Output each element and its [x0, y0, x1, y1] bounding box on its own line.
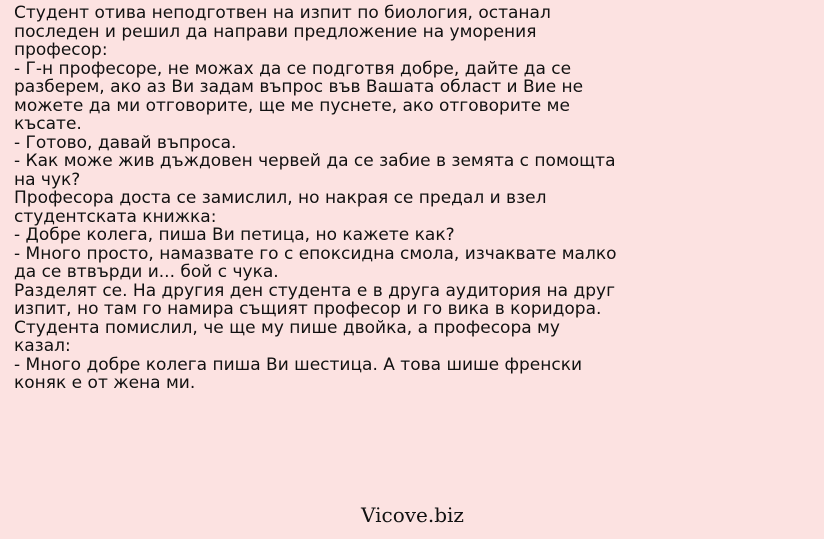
joke-line: да се втвърди и... бой с чука.	[14, 262, 279, 282]
joke-line: - Г-н професоре, не можах да се подготвя добре, дайте да се	[14, 58, 572, 79]
joke-line: професор:	[14, 40, 108, 60]
joke-line: студентската книжка:	[14, 206, 217, 227]
joke-line: - Готово, давай въпроса.	[14, 132, 237, 153]
joke-line: късате.	[14, 114, 82, 134]
joke-line: последен и решил да направи предложение на уморения	[14, 21, 537, 42]
joke-line: разберем, ако аз Ви задам въпрос във Вашата област и Вие не	[14, 77, 584, 97]
joke-line: - Как може жив дъждовен червей да се забие в земята с помощта	[14, 151, 616, 171]
site-watermark: Vicove.biz	[361, 503, 464, 527]
joke-line: можете да ми отговорите, ще ме пуснете, ако отговорите ме	[14, 95, 570, 116]
joke-line: Разделят се. На другия ден студента е в друга аудитория на друг	[14, 280, 616, 301]
joke-line: Професора доста се замислил, но накрая се предал и взел	[14, 188, 547, 208]
joke-line: Студента помислил, че ще му пише двойка, а професора му	[14, 317, 560, 338]
joke-line: на чук?	[14, 169, 81, 190]
joke-line: Студент отива неподготвен на изпит по биология, останал	[14, 3, 551, 23]
joke-line: казал:	[14, 336, 71, 356]
joke-line: - Много просто, намазвате го с епоксидна смола, изчаквате малко	[14, 243, 617, 264]
joke-line: - Много добре колега пиша Ви шестица. А това шише френски	[14, 354, 583, 375]
joke-line: коняк е от жена ми.	[14, 373, 196, 393]
joke-text	[14, 4, 814, 393]
joke-line: - Добре колега, пиша Ви петица, но кажете как?	[14, 225, 455, 245]
joke-line: изпит, но там го намира същият професор и го вика в коридора.	[14, 299, 602, 319]
